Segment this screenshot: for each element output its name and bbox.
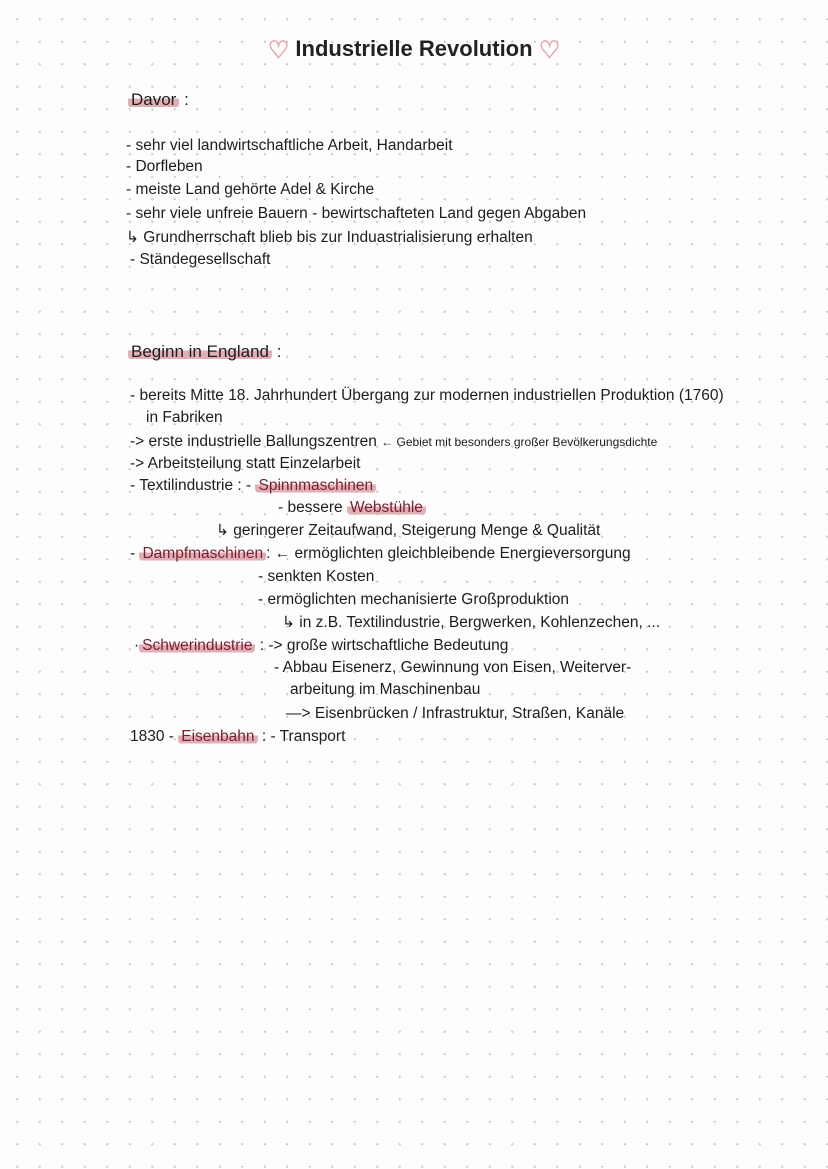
- text-line: ↳ in z.B. Textilindustrie, Bergwerken, Kohlenzechen, ...: [282, 614, 661, 631]
- heart-icon: ♡: [538, 37, 561, 64]
- highlight: Dampfmaschinen: [139, 545, 266, 562]
- text: : -> große wirtschaftliche Bedeutung: [259, 637, 509, 654]
- text: -> erste industrielle Ballungszentren: [130, 433, 377, 450]
- text-line: [130, 476, 376, 496]
- text: : - Transport: [261, 728, 346, 745]
- heading-text: Davor: [128, 90, 179, 109]
- highlight: Eisenbahn: [178, 728, 257, 745]
- text-line: - ermöglichten mechanisierte Großproduktion: [258, 591, 569, 608]
- text-line: [278, 498, 426, 518]
- text: : ← ermöglichten gleichbleibende Energieversorgung: [266, 545, 631, 562]
- text-line: —> Eisenbrücken / Infrastruktur, Straßen, Kanäle: [286, 705, 625, 722]
- annotation: ← Gebiet mit besonders großer Bevölkerungsdichte: [381, 435, 658, 449]
- highlight: Schwerindustrie: [139, 637, 255, 654]
- section-heading-england: [128, 342, 281, 362]
- list-item: - sehr viel landwirtschaftliche Arbeit, Handarbeit: [126, 137, 453, 154]
- highlight: Webstühle: [347, 499, 426, 516]
- page-title: [0, 36, 828, 65]
- text-line: - senkten Kosten: [258, 568, 375, 585]
- text: - Textilindustrie : -: [130, 477, 252, 494]
- text: -: [130, 545, 136, 562]
- text-line: [130, 727, 345, 747]
- title-text: Industrielle Revolution: [295, 36, 533, 61]
- year: 1830 -: [130, 728, 174, 745]
- section-heading-davor: [128, 90, 189, 110]
- text-line: - bereits Mitte 18. Jahrhundert Übergang zur modernen industriellen Produktion (1760): [130, 387, 724, 404]
- text-line: [130, 544, 631, 564]
- text-line: -> Arbeitsteilung statt Einzelarbeit: [130, 455, 361, 472]
- heart-icon: ♡: [267, 37, 290, 64]
- text: - bessere: [278, 499, 343, 516]
- highlight: Spinnmaschinen: [255, 477, 376, 494]
- heading-text: Beginn in England: [128, 342, 272, 361]
- list-item: - Ständegesellschaft: [130, 251, 271, 268]
- text-line: [130, 432, 657, 452]
- text-line: in Fabriken: [146, 409, 223, 426]
- colon: :: [276, 342, 282, 361]
- list-item: - meiste Land gehörte Adel & Kirche: [126, 181, 375, 198]
- colon: :: [184, 90, 189, 109]
- list-item: ↳ Grundherrschaft blieb bis zur Induastrialisierung erhalten: [126, 229, 533, 246]
- text: ·: [134, 637, 140, 654]
- text-line: - Abbau Eisenerz, Gewinnung von Eisen, Weiterver-: [274, 659, 632, 676]
- list-item: - Dorfleben: [126, 158, 203, 175]
- text-line: ↳ geringerer Zeitaufwand, Steigerung Menge & Qualität: [216, 522, 601, 539]
- text-line: [134, 636, 508, 656]
- text-line: arbeitung im Maschinenbau: [290, 681, 481, 698]
- list-item: - sehr viele unfreie Bauern - bewirtschafteten Land gegen Abgaben: [126, 205, 587, 222]
